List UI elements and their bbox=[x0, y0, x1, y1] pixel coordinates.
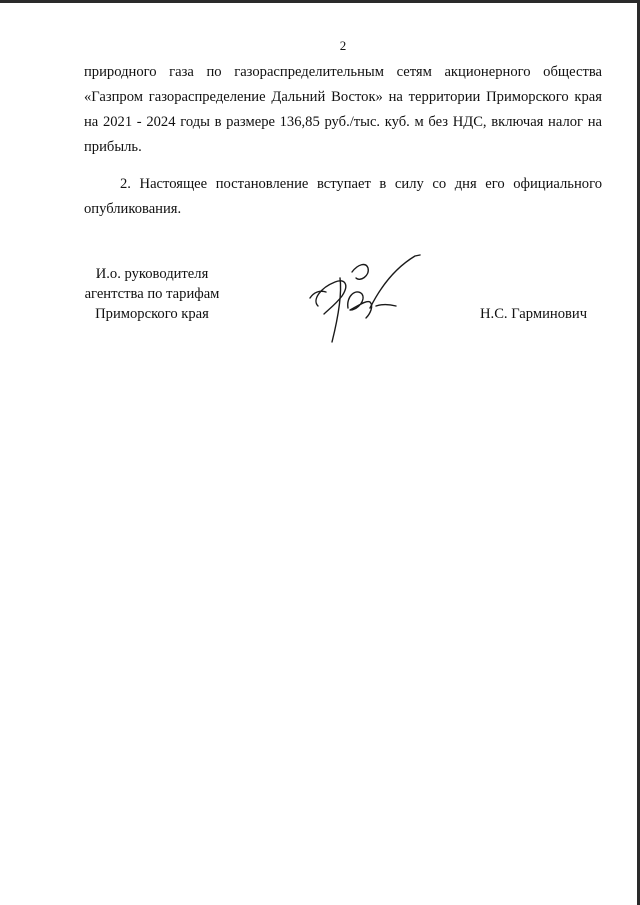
signer-name: Н.С. Гарминович bbox=[480, 306, 588, 322]
scan-edge-top bbox=[0, 0, 640, 3]
paragraph-1-line-3: на 2021 - 2024 годы в размере 136,85 руб./тыс. куб. м без НДС, включая налог на bbox=[84, 114, 602, 130]
paragraph-1-line-1: природного газа по газораспределительным сетям акционерного общества bbox=[84, 64, 602, 80]
page-number: 2 bbox=[339, 38, 347, 53]
document-body bbox=[84, 60, 602, 222]
signatory-title-line-1: И.о. руководителя bbox=[95, 266, 209, 282]
paragraph-2-line-2: опубликования. bbox=[84, 201, 182, 217]
signatory-title-line-2: агентства по тарифам bbox=[84, 286, 220, 302]
paragraph-2-line-1: 2. Настоящее постановление вступает в силу со дня его официального bbox=[120, 176, 602, 192]
paragraph-2 bbox=[84, 172, 602, 222]
signatory-title-line-3: Приморского края bbox=[95, 306, 209, 322]
handwritten-signature bbox=[300, 248, 430, 348]
paragraph-1-line-2: «Газпром газораспределение Дальний Восток» на территории Приморского края bbox=[84, 89, 602, 105]
paragraph-1 bbox=[84, 60, 602, 160]
paragraph-1-line-4: прибыль. bbox=[84, 139, 142, 155]
signatory-title bbox=[70, 264, 234, 324]
